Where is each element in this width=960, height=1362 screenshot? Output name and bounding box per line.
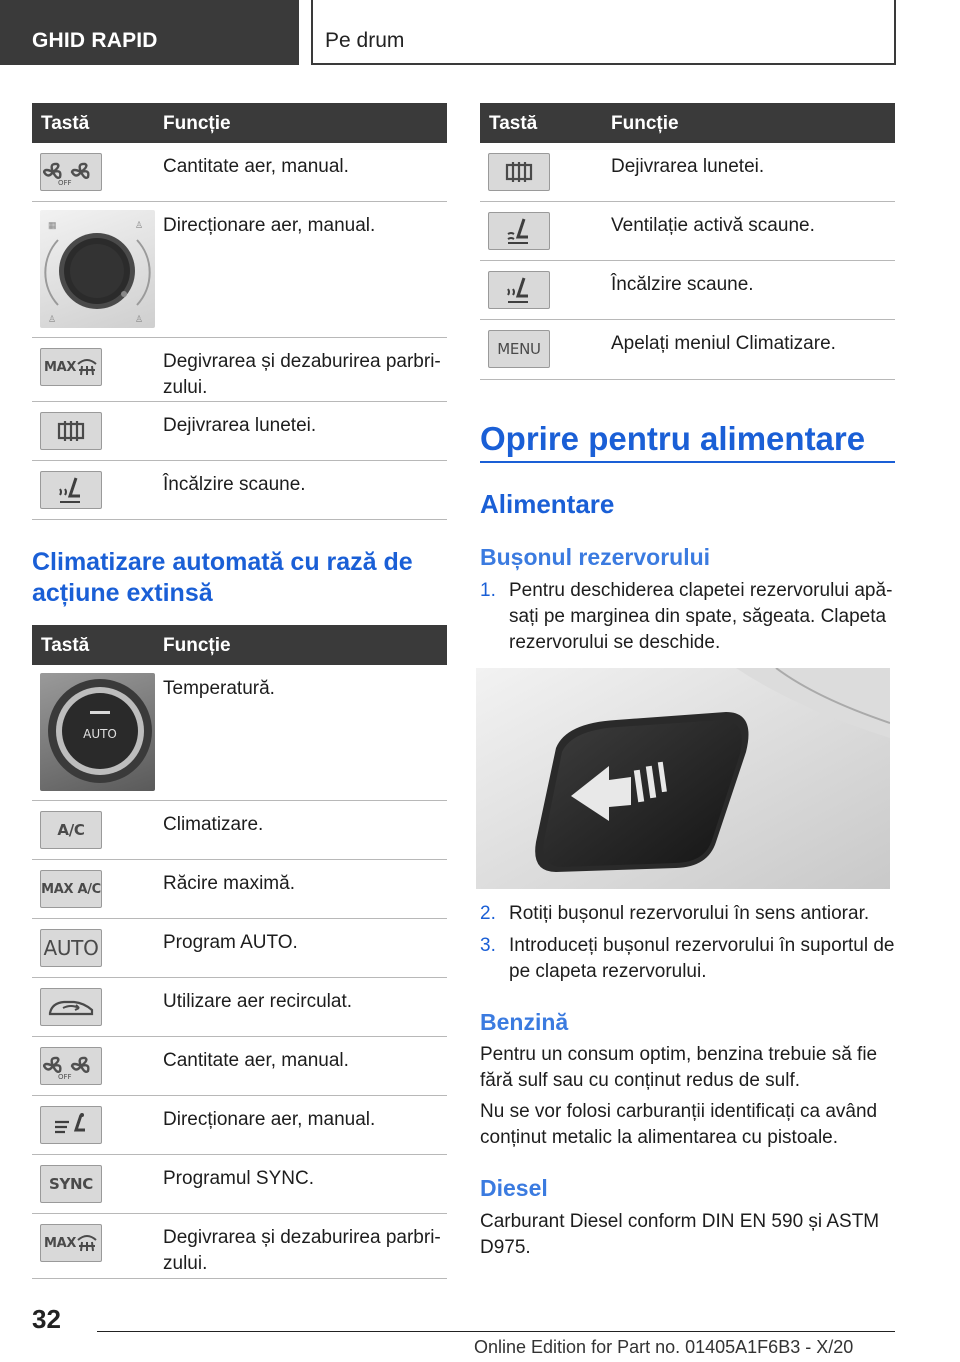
petrol-paragraph-1: Pentru un consum optim, benzina trebuie să fie fără sulf sau cu conținut redus de sulf. <box>480 1044 878 1091</box>
svg-text:♙: ♙ <box>48 314 57 324</box>
table-row <box>32 1096 447 1155</box>
footer-edition: Online Edition for Part no. 01405A1F6B3 - X/20 <box>474 1337 854 1357</box>
subsection-title: Alimentare <box>480 489 615 519</box>
svg-text:OFF: OFF <box>58 1073 72 1081</box>
table-row <box>32 919 447 978</box>
seat-ventilation-icon <box>488 212 550 250</box>
seat-heating-icon <box>40 471 102 509</box>
row-function: Cantitate aer, manual. <box>163 156 349 177</box>
svg-text:♙: ♙ <box>135 314 144 324</box>
rear-defrost-icon <box>40 412 102 450</box>
air-direction-icon <box>40 1106 102 1144</box>
chapter-tab <box>311 0 896 65</box>
row-function: Utilizare aer recirculat. <box>163 991 352 1012</box>
table-header <box>32 103 447 143</box>
row-function: Program AUTO. <box>163 932 298 953</box>
air-distribution-knob <box>40 210 155 328</box>
ac-icon: A/C <box>40 811 102 849</box>
row-function: Direcționare aer, manual. <box>163 1109 376 1130</box>
row-function: Programul SYNC. <box>163 1168 314 1189</box>
list-item: 3. Introduceți bușonul rezervorului în suportul de pe clapeta rezervorului. <box>480 935 895 982</box>
table-row <box>32 860 447 919</box>
svg-text:AUTO: AUTO <box>83 727 117 741</box>
col-header-key: Tastă <box>41 113 90 134</box>
section-title: GHID RAPID <box>32 29 158 52</box>
row-function: Răcire maximă. <box>163 873 295 894</box>
table-row <box>32 143 447 202</box>
row-function: Apelați meniul Climatizare. <box>611 333 836 354</box>
table-row <box>32 801 447 860</box>
row-function: Dejivrarea lunetei. <box>163 415 317 436</box>
controls-table-1 <box>32 103 447 520</box>
controls-table-3 <box>480 103 895 380</box>
max-ac-icon: MAX A/C <box>40 870 102 908</box>
table-header <box>480 103 895 143</box>
rear-defrost-icon <box>488 153 550 191</box>
svg-text:♙: ♙ <box>135 220 144 230</box>
table-row <box>480 202 895 261</box>
cap-heading: Bușonul rezervorului <box>480 544 711 570</box>
col-header-function: Funcție <box>163 635 231 656</box>
col-header-function: Funcție <box>163 113 231 134</box>
list-item: 2. Rotiți bușonul rezervorului în sens antiorar. <box>480 903 870 924</box>
table-row <box>480 320 895 380</box>
table-row <box>32 202 447 338</box>
petrol-heading: Benzină <box>480 1009 569 1035</box>
fuel-flap-photo <box>476 668 890 889</box>
seat-heating-icon <box>488 271 550 309</box>
page-number: 32 <box>32 1304 61 1334</box>
diesel-paragraph: Carburant Diesel conform DIN EN 590 și ASTM D975. <box>480 1211 880 1258</box>
auto-icon: AUTO <box>40 929 102 967</box>
fan-off-fan-icon <box>40 1047 102 1085</box>
recirculation-icon <box>40 988 102 1026</box>
row-function: Degivrarea și dezaburirea parbrizului. <box>163 351 441 398</box>
max-defrost-icon: MAX <box>40 348 102 386</box>
table-row <box>32 978 447 1037</box>
table-row <box>480 261 895 320</box>
table-row <box>32 338 447 402</box>
page-title: Oprire pentru alimentare <box>480 420 866 457</box>
petrol-paragraph-2: Nu se vor folosi carburanții identificați ca având conținut metalic la alimentarea cu pistoale. <box>480 1101 878 1148</box>
list-item: 1. Pentru deschiderea clapetei rezervorului apăsați pe marginea din spate, săgeata. Clapeta rezervorului se deschide. <box>480 580 893 653</box>
row-function: Încălzire scaune. <box>163 474 306 495</box>
diesel-heading: Diesel <box>480 1175 548 1201</box>
row-function: Încălzire scaune. <box>611 274 754 295</box>
row-function: Ventilație activă scaune. <box>611 215 815 236</box>
table-header <box>32 625 447 665</box>
table-row <box>32 402 447 461</box>
row-function: Direcționare aer, manual. <box>163 215 376 236</box>
section-tab <box>0 0 299 65</box>
table-row <box>32 665 447 801</box>
fan-off-fan-icon <box>40 153 102 191</box>
max-defrost-icon: MAX <box>40 1224 102 1262</box>
row-function: Dejivrarea lunetei. <box>611 156 765 177</box>
row-function: Climatizare. <box>163 814 264 835</box>
table-row <box>32 1155 447 1214</box>
svg-text:▦: ▦ <box>48 220 57 230</box>
table-row <box>32 1037 447 1096</box>
col-header-key: Tastă <box>489 113 538 134</box>
svg-text:OFF: OFF <box>58 179 72 187</box>
menu-icon: MENU <box>488 330 550 368</box>
footer-rule <box>97 1331 895 1332</box>
col-header-function: Funcție <box>611 113 679 134</box>
col-header-key: Tastă <box>41 635 90 656</box>
row-function: Cantitate aer, manual. <box>163 1050 349 1071</box>
title-rule <box>480 461 895 463</box>
row-function: Temperatură. <box>163 678 275 699</box>
table-row <box>32 1214 447 1279</box>
sync-icon: SYNC <box>40 1165 102 1203</box>
section-heading: Climatizare automată cu rază de acțiune extinsă <box>32 548 413 607</box>
table-row <box>32 461 447 520</box>
controls-table-2 <box>32 625 447 1279</box>
row-function: Degivrarea și dezaburirea parbrizului. <box>163 1227 441 1274</box>
chapter-title: Pe drum <box>325 29 405 52</box>
table-row <box>480 143 895 202</box>
temperature-knob <box>40 673 155 791</box>
